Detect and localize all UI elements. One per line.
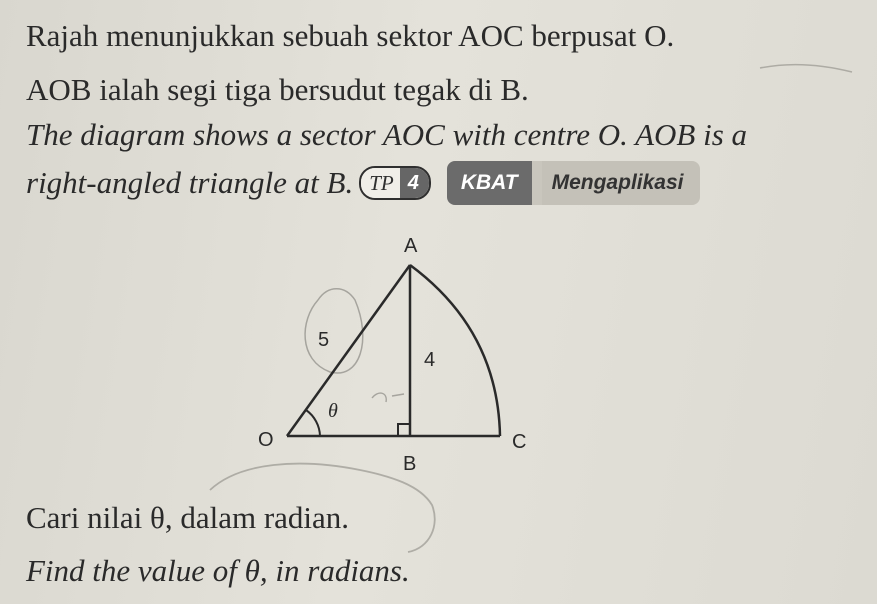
right-angle-marker bbox=[398, 424, 410, 436]
label-theta: θ bbox=[328, 400, 338, 422]
pencil-annotation bbox=[372, 393, 404, 402]
angle-arc-theta bbox=[306, 410, 320, 436]
question-english: Find the value of θ, in radians. bbox=[26, 553, 410, 588]
radius-OA bbox=[287, 265, 410, 436]
question-malay: Cari nilai θ, dalam radian. bbox=[26, 500, 350, 535]
pencil-scribble bbox=[760, 65, 852, 72]
problem-text-malay-line1: Rajah menunjukkan sebuah sektor AOC berpusat O. bbox=[26, 18, 675, 53]
label-C: C bbox=[512, 431, 527, 453]
pencil-scribble bbox=[305, 289, 363, 373]
tp-badge-level: 4 bbox=[400, 168, 429, 198]
label-side-OA: 5 bbox=[318, 329, 330, 351]
label-side-AB: 4 bbox=[424, 349, 436, 371]
label-O: O bbox=[258, 429, 274, 451]
kbat-badge-value: Mengaplikasi bbox=[542, 161, 700, 205]
kbat-badge-label: KBAT bbox=[447, 161, 532, 205]
problem-text-english-line2-text: right-angled triangle at B. bbox=[26, 165, 354, 201]
label-B: B bbox=[403, 453, 417, 475]
label-A: A bbox=[404, 235, 418, 257]
problem-text-malay-line2: AOB ialah segi tiga bersudut tegak di B. bbox=[26, 72, 529, 107]
problem-text-english-line1: The diagram shows a sector AOC with centre O. AOB is a bbox=[26, 117, 748, 152]
tp-badge-label: TP bbox=[361, 168, 400, 198]
